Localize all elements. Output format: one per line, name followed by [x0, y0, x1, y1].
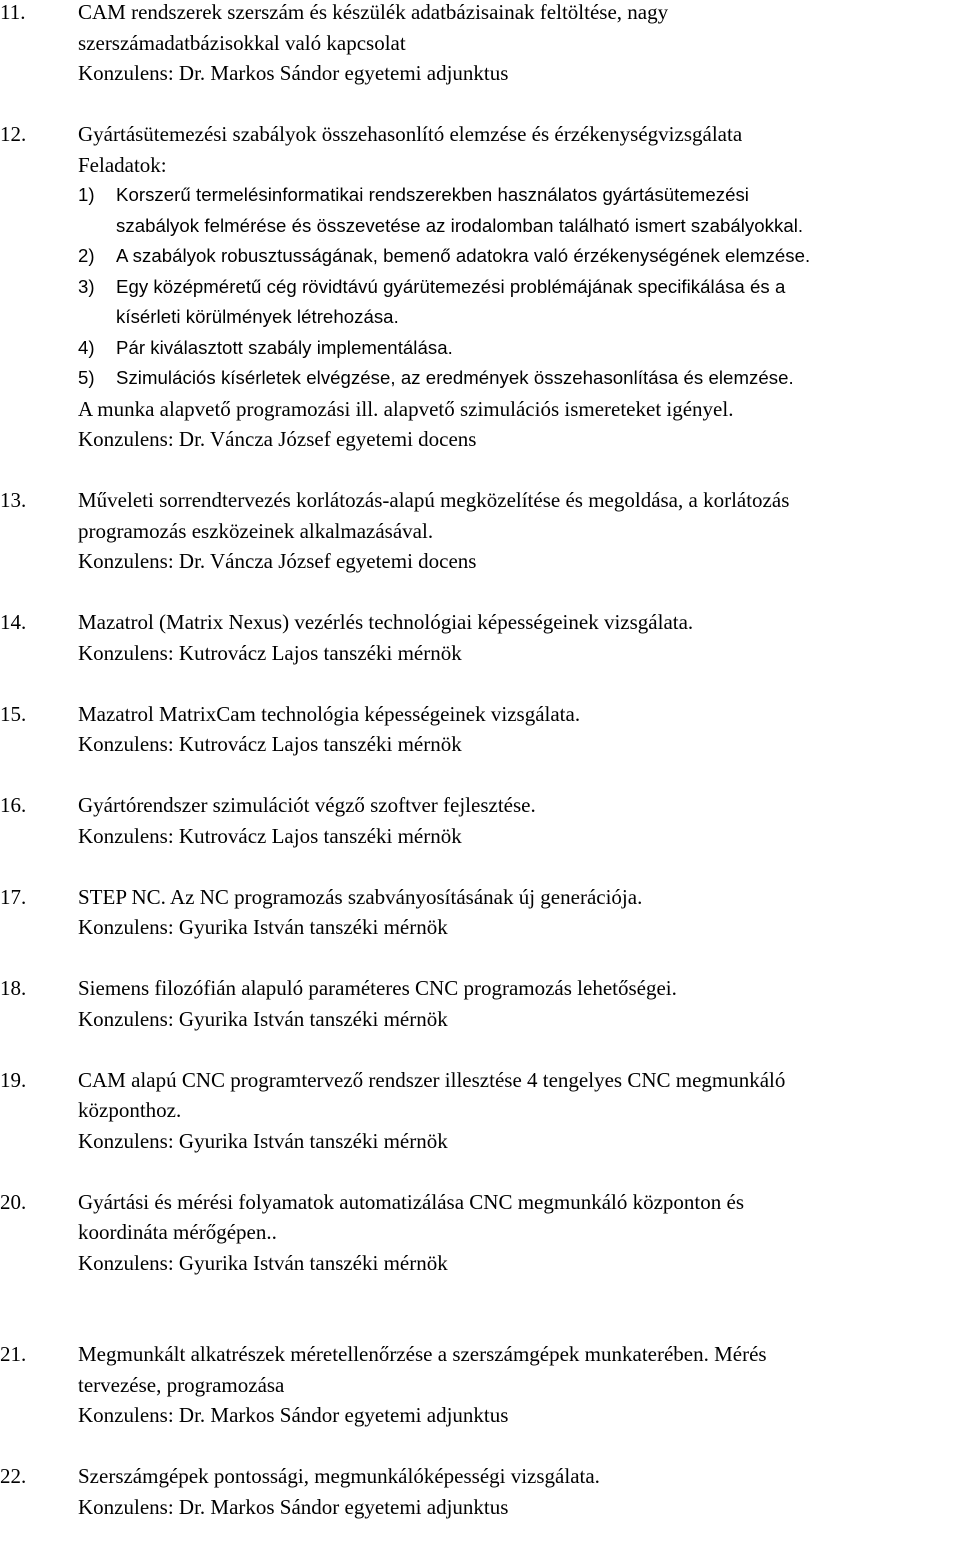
topic-number: 17. [0, 884, 27, 909]
task-number: 4) [78, 336, 95, 358]
task-number: 3) [78, 275, 95, 297]
task-list [78, 180, 960, 394]
task-item [78, 180, 960, 241]
topic-title-line: Siemens filozófián alapuló paraméteres CNC programozás lehetőségei. [78, 976, 677, 1000]
task-number: 2) [78, 245, 95, 266]
topic-item-18 [0, 973, 960, 1034]
topic-number: 12. [0, 122, 27, 146]
topic-title-line: koordináta mérőgépen.. [78, 1220, 277, 1244]
task-text-line: szabályok felmérése és összevetése az irodalomban található ismert szabályokkal. [116, 214, 804, 236]
topic-title-line: Műveleti sorrendtervezés korlátozás-alapú megközelítése és megoldása, a korlátozás [78, 488, 790, 512]
topic-number: 11. [0, 0, 26, 24]
topic-title-line: Szerszámgépek pontossági, megmunkálóképességi vizsgálata. [78, 1464, 600, 1488]
tasks-label: Feladatok: [78, 152, 167, 177]
topic-title-line: programozás eszközeinek alkalmazásával. [78, 518, 434, 543]
topic-item-12 [0, 119, 960, 455]
task-number: 1) [78, 184, 95, 205]
task-number: 5) [78, 367, 95, 388]
topic-item-15 [0, 699, 960, 760]
topic-consultant: Konzulens: Dr. Markos Sándor egyetemi adjunktus [78, 1403, 509, 1427]
task-text-line: kísérleti körülmények létrehozása. [116, 306, 399, 327]
task-item [78, 333, 960, 364]
topic-title-line: CAM rendszerek szerszám és készülék adatbázisainak feltöltése, nagy [78, 0, 669, 24]
task-text-line: Egy középméretű cég rövidtávú gyárütemezési problémájának specifikálása és a [116, 275, 786, 297]
topic-title-line: tervezése, programozása [78, 1372, 285, 1397]
topic-title-line: Mazatrol (Matrix Nexus) vezérlés technológiai képességeinek vizsgálata. [78, 610, 694, 634]
topic-consultant: Konzulens: Gyurika István tanszéki mérnök [78, 915, 448, 939]
topic-title-line: szerszámadatbázisokkal való kapcsolat [78, 30, 406, 55]
topic-item-11 [0, 0, 960, 89]
topic-title-line: Gyártásütemezési szabályok összehasonlító elemzése és érzékenységvizsgálata [78, 122, 743, 146]
topic-item-21 [0, 1339, 960, 1431]
topic-consultant: Konzulens: Gyurika István tanszéki mérnök [78, 1006, 448, 1031]
topic-title-line: Gyártási és mérési folyamatok automatizálása CNC megmunkáló központon és [78, 1189, 744, 1214]
topic-item-14 [0, 607, 960, 668]
topic-consultant: Konzulens: Dr. Váncza József egyetemi docens [78, 549, 477, 573]
topic-consultant: Konzulens: Dr. Markos Sándor egyetemi adjunktus [78, 1494, 509, 1519]
topic-consultant: Konzulens: Kutrovácz Lajos tanszéki mérnök [78, 640, 462, 665]
topic-consultant: Konzulens: Gyurika István tanszéki mérnök [78, 1250, 448, 1275]
task-item [78, 241, 960, 272]
topic-consultant: Konzulens: Dr. Markos Sándor egyetemi adjunktus [78, 61, 509, 85]
topic-title-line: Megmunkált alkatrészek méretellenőrzése a szerszámgépek munkaterében. Mérés [78, 1342, 767, 1366]
topic-item-17 [0, 882, 960, 943]
topic-number: 16. [0, 793, 27, 817]
task-text-line: Szimulációs kísérletek elvégzése, az eredmények összehasonlítása és elemzése. [116, 367, 794, 388]
task-text-line: Korszerű termelésinformatikai rendszerekben használatos gyártásütemezési [116, 184, 749, 205]
topic-consultant: Konzulens: Gyurika István tanszéki mérnök [78, 1128, 448, 1153]
topic-note: A munka alapvető programozási ill. alapvető szimulációs ismereteket igényel. [78, 396, 734, 421]
topic-consultant: Konzulens: Dr. Váncza József egyetemi docens [78, 427, 477, 451]
topic-title-line: CAM alapú CNC programtervező rendszer illesztése 4 tengelyes CNC megmunkáló [78, 1067, 786, 1092]
topic-item-22 [0, 1461, 960, 1522]
topic-number: 19. [0, 1067, 27, 1092]
topic-title-line: Mazatrol MatrixCam technológia képességeinek vizsgálata. [78, 701, 581, 726]
topic-number: 13. [0, 488, 27, 512]
topic-number: 22. [0, 1464, 27, 1488]
topic-number: 18. [0, 976, 27, 1000]
topic-title-line: Gyártórendszer szimulációt végző szoftver fejlesztése. [78, 793, 536, 817]
topic-item-16 [0, 790, 960, 851]
topic-number: 14. [0, 610, 27, 634]
topic-title-line: központhoz. [78, 1098, 182, 1122]
topic-consultant: Konzulens: Kutrovácz Lajos tanszéki mérnök [78, 823, 462, 848]
task-item [78, 363, 960, 394]
topic-number: 20. [0, 1189, 27, 1214]
topic-consultant: Konzulens: Kutrovácz Lajos tanszéki mérnök [78, 732, 462, 756]
task-text-line: Pár kiválasztott szabály implementálása. [116, 336, 453, 358]
task-item [78, 272, 960, 333]
topic-item-13 [0, 485, 960, 577]
topic-item-20 [0, 1187, 960, 1279]
topic-number: 15. [0, 701, 27, 726]
topic-title-line: STEP NC. Az NC programozás szabványosításának új generációja. [78, 884, 643, 909]
task-text-line: A szabályok robusztusságának, bemenő adatokra való érzékenységének elemzése. [116, 245, 811, 266]
topic-item-19 [0, 1065, 960, 1157]
topic-number: 21. [0, 1342, 27, 1366]
